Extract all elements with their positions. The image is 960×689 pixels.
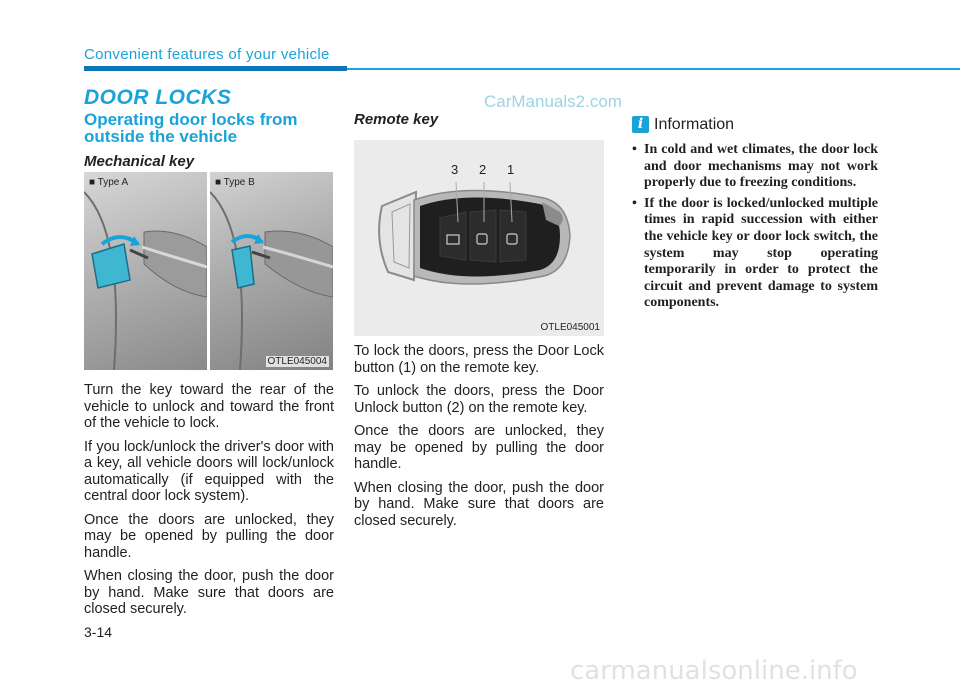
mechanical-key-heading: Mechanical key [84, 153, 195, 170]
section-heading: Operating door locks from outside the vehicle [84, 110, 298, 146]
list-item: • If the door is locked/unlocked multiple times in rapid succession with either the vehicle key or door lock switch, the system may stop operating temporarily in order to protect the circuit and prevent damage to system components. [632, 195, 878, 311]
mechanical-key-text [84, 382, 334, 625]
remote-key-heading: Remote key [354, 111, 439, 128]
page-number: 3-14 [84, 624, 113, 640]
door-handle-a-illustration [84, 172, 207, 370]
paragraph: To unlock the doors, press the Door Unlock button (2) on the remote key. [354, 383, 604, 416]
bullet: • [632, 195, 637, 211]
remote-key-text [354, 343, 604, 536]
square-marker-icon: ■ [89, 177, 98, 188]
paragraph: Once the doors are unlocked, they may be opened by pulling the door handle. [354, 423, 604, 472]
remote-key-image [354, 140, 604, 336]
paragraph: Once the doors are unlocked, they may be opened by pulling the door handle. [84, 511, 334, 561]
image-code-mechanical: OTLE045004 [267, 356, 327, 367]
info-title: Information [654, 116, 735, 133]
bullet: • [632, 142, 637, 157]
section-header: Convenient features of your vehicle [84, 46, 330, 63]
door-handle-b-illustration [210, 172, 333, 370]
page-title: DOOR LOCKS [84, 86, 232, 109]
image-code-remote: OTLE045001 [540, 322, 600, 333]
info-icon: i [632, 116, 649, 133]
paragraph: To lock the doors, press the Door Lock button (1) on the remote key. [354, 343, 604, 376]
paragraph: If you lock/unlock the driver's door with a key, all vehicle doors will lock/unlock automatically (if equipped with the central door lock system). [84, 438, 334, 504]
callout-1: 1 [507, 162, 515, 177]
type-b-image [210, 172, 333, 370]
paragraph: When closing the door, push the door by hand. Make sure that doors are closed securely. [84, 568, 334, 617]
square-marker-icon: ■ [215, 177, 224, 188]
callout-2: 2 [479, 162, 487, 177]
info-list [632, 142, 878, 316]
paragraph: When closing the door, push the door by hand. Make sure that doors are closed securely. [354, 479, 604, 529]
paragraph: Turn the key toward the rear of the vehicle to unlock and toward the front of the vehicle to lock. [84, 382, 334, 431]
callout-3: 3 [451, 162, 459, 177]
header-rule-dark [84, 66, 347, 71]
list-item: • In cold and wet climates, the door lock and door mechanisms may not work properly due to freezing conditions. [632, 142, 878, 191]
type-a-label: ■ Type A [89, 177, 129, 188]
footer-watermark: carmanualsonline.info [570, 656, 858, 686]
type-a-image [84, 172, 207, 370]
header-rule-light [347, 68, 960, 70]
type-b-label: ■ Type B [215, 177, 255, 188]
watermark: CarManuals2.com [484, 92, 622, 111]
